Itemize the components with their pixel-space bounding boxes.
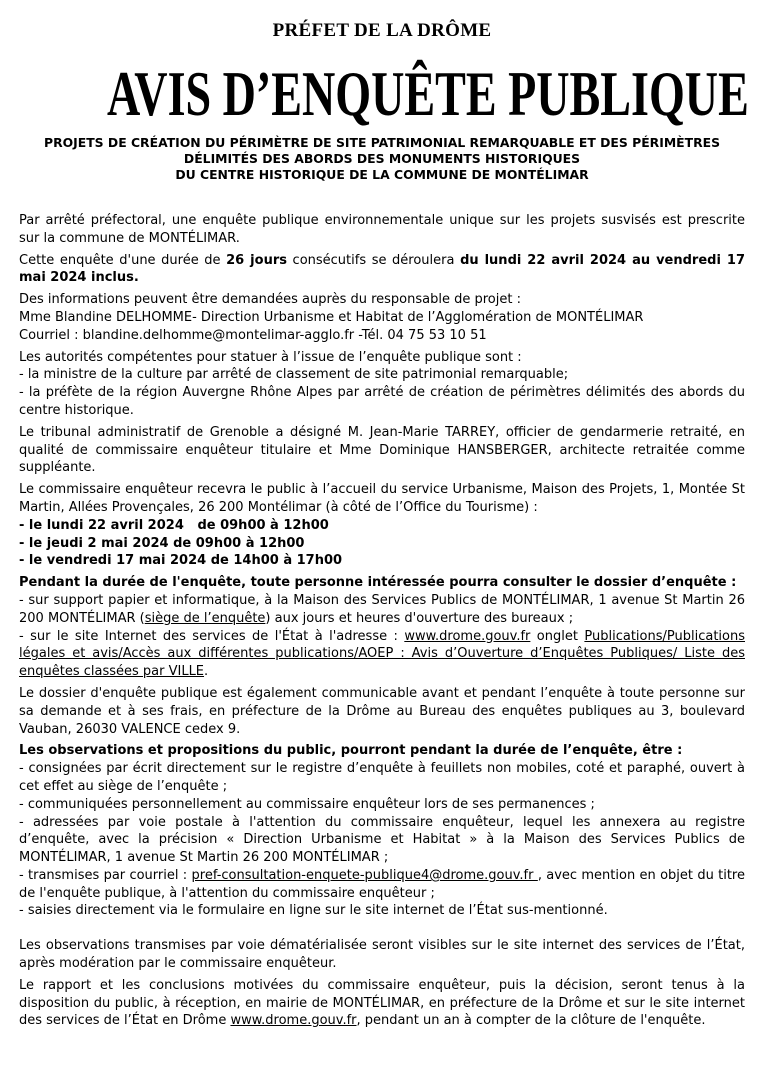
contact-line: Mme Blandine DELHOMME- Direction Urbanisme et Habitat de l’Agglomération de MONTÉLIMAR <box>19 309 644 325</box>
reception-paragraph <box>19 481 745 570</box>
observation-item: - adressées par voie postale à l'attention du commissaire enquêteur, lequel les annexera au registre d’enquête, avec la précision « Direction Urbanisme et Habitat » à la Maison des Services Publics de MONTÉLIMAR, 1 avenue St Martin 26 200 MONTÉLIMAR ; <box>19 814 745 866</box>
notice-subtitle <box>20 135 744 183</box>
permanence-date: - le vendredi 17 mai 2024 de 14h00 à 17h00 <box>19 553 343 569</box>
observation-item: - saisies directement via le formulaire en ligne sur le site internet de l’État sus-mentionné. <box>19 903 608 919</box>
authorities-line: Les autorités compétentes pour statuer à l’issue de l’enquête publique sont : <box>19 349 522 365</box>
consult-text: ) aux jours et heures d'ouverture des bureaux ; <box>265 610 574 626</box>
email-link[interactable]: pref-consultation-enquete-publique4@drome.gouv.fr <box>191 867 538 883</box>
duration-dates: du lundi 22 avril 2024 au vendredi 17 mai 2024 inclus. <box>19 252 745 286</box>
observation-item <box>19 867 745 903</box>
observation-text: - transmises par courriel : <box>19 867 192 883</box>
contact-line: Des informations peuvent être demandées auprès du responsable de projet : <box>19 292 521 308</box>
authorities-line: - la ministre de la culture par arrêté de classement de site patrimonial remarquable; <box>19 367 569 383</box>
report-paragraph <box>19 977 745 1030</box>
dossier-paragraph: Le dossier d'enquête publique est également communicable avant et pendant l’enquête à toute personne sur sa demande et à ses frais, en préfecture de la Drôme au Bureau des enquêtes publiques au 3, boulevard Vauban, 26030 VALENCE cedex 9. <box>19 685 745 737</box>
observation-item: - consignées par écrit directement sur le registre d’enquête à feuillets non mobiles, coté et paraphé, ouvert à cet effet au siège de l’enquête ; <box>19 761 745 794</box>
prefecture-heading: PRÉFET DE LA DRÔME <box>272 20 492 41</box>
report-text: Le rapport et les conclusions motivées du commissaire enquêteur, puis la décision, seront tenus à la disposition du public, à réception, en mairie de MONTÉLIMAR, en préfecture de la Drôme et sur le site internet des services de l’État en Drôme <box>19 977 745 1029</box>
duration-paragraph <box>19 252 745 288</box>
authorities-line: - la préfète de la région Auvergne Rhône Alpes par arrêté de création de périmètres délimités des abords du centre historique. <box>19 385 745 418</box>
drome-gouv-link[interactable]: www.drome.gouv.fr <box>404 628 531 644</box>
observation-item: - communiquées personnellement au commissaire enquêteur lors de ses permanences ; <box>19 796 595 812</box>
duration-text: consécutifs se déroulera <box>286 252 461 268</box>
report-text: , pendant un an à compter de la clôture de l'enquête. <box>356 1013 706 1029</box>
observation-text: , avec mention en objet du titre de l'enquête publique, à l'attention du commissaire enquêteur ; <box>19 867 745 901</box>
contact-paragraph <box>19 291 745 344</box>
permanence-date: - le lundi 22 avril 2024 de 09h00 à 12h00 <box>19 517 329 533</box>
consult-text: - sur le site Internet des services de l'État à l'adresse : <box>19 628 405 644</box>
siege-link[interactable]: siège de l’enquête <box>144 610 266 626</box>
duration-days: 26 jours <box>226 252 287 268</box>
contact-line: Courriel : blandine.delhomme@montelimar-agglo.fr -Tél. 04 75 53 10 51 <box>19 327 487 343</box>
consult-text: - sur support papier et informatique, à la Maison des Services Publics de MONTÉLIMAR, 1 avenue St Martin 26 200 MONTÉLIMAR ( <box>19 592 745 626</box>
tribunal-paragraph: Le tribunal administratif de Grenoble a désigné M. Jean-Marie TARREY, officier de gendarmerie retraité, en qualité de commissaire enquêteur titulaire et Mme Dominique HANSBERGER, architecte retraitée comme suppléante. <box>19 424 745 476</box>
consult-text: . <box>204 664 209 680</box>
duration-text: Cette enquête d'une durée de <box>19 252 227 268</box>
visibility-paragraph: Les observations transmises par voie dématérialisée seront visibles sur le site internet des services de l’État, après modération par le commissaire enquêteur. <box>19 938 745 972</box>
subtitle-line: DU CENTRE HISTORIQUE DE LA COMMUNE DE MONTÉLIMAR <box>175 167 589 182</box>
reception-intro: Le commissaire enquêteur recevra le public à l’accueil du service Urbanisme, Maison des Projets, 1, Montée St Martin, Allées Provençales, 26 200 Montélimar (à côté de l’Office du Tourisme) : <box>19 482 745 515</box>
intro-paragraph: Par arrêté préfectoral, une enquête publique environnementale unique sur les projets susvisés est prescrite sur la commune de MONTÉLIMAR. <box>19 213 745 246</box>
consult-paper <box>19 592 745 628</box>
authorities-paragraph <box>19 349 745 420</box>
permanence-date: - le jeudi 2 mai 2024 de 09h00 à 12h00 <box>19 535 305 551</box>
subtitle-line: DÉLIMITÉS DES ABORDS DES MONUMENTS HISTORIQUES <box>183 151 581 166</box>
drome-gouv-link[interactable]: www.drome.gouv.fr <box>230 1013 357 1029</box>
publications-path-link[interactable]: Publications/Publications légales et avis/Accès aux différentes publications/AOEP : Avis d’Ouverture d’Enquêtes Publiques/ Liste des enquêtes classées par VILLE <box>19 628 745 680</box>
subtitle-line: PROJETS DE CRÉATION DU PÉRIMÈTRE DE SITE PATRIMONIAL REMARQUABLE ET DES PÉRIMÈTRES <box>43 135 721 150</box>
consult-paragraph <box>19 574 745 681</box>
consult-text: onglet <box>530 628 585 644</box>
observations-paragraph <box>19 742 745 920</box>
consult-web <box>19 628 745 681</box>
notice-body <box>19 212 745 1034</box>
notice-title: AVIS D’ENQUÊTE PUBLIQUE <box>106 58 749 129</box>
observations-heading: Les observations et propositions du public, pourront pendant la durée de l’enquête, être : <box>19 743 683 759</box>
consult-heading: Pendant la durée de l'enquête, toute personne intéressée pourra consulter le dossier d’enquête : <box>19 575 737 591</box>
